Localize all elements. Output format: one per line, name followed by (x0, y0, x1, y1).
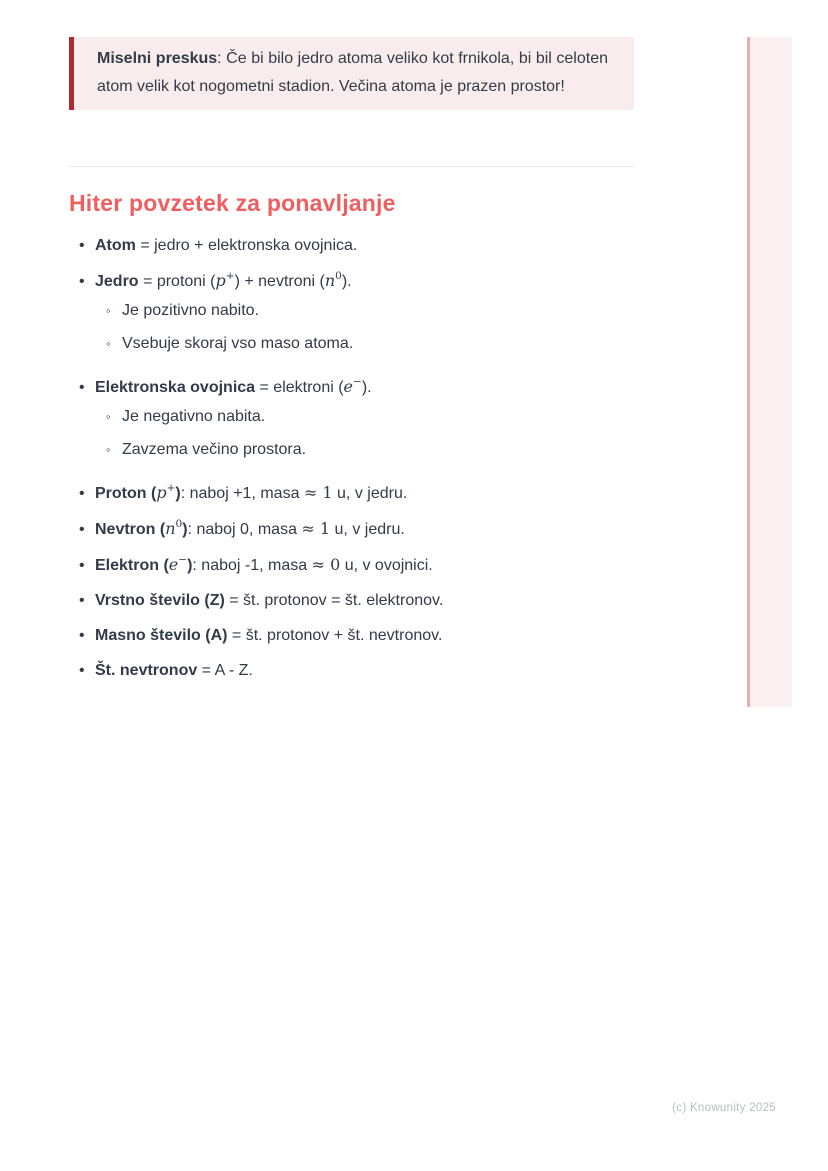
callout-text: : Če bi bilo jedro atoma veliko kot frnikola, bi bil celoten atom velik kot nogometni stadion. Večina atoma je prazen prostor! (97, 50, 609, 95)
section-divider (69, 166, 634, 167)
section-title: Hiter povzetek za ponavljanje (69, 190, 396, 216)
list-item-text: Št. nevtronov = A - Z. (95, 662, 253, 679)
bullet-icon: • (79, 557, 85, 574)
summary-list (69, 235, 634, 681)
list-item (69, 270, 634, 292)
list-item-text: Elektronska ovojnica = elektroni (e−). (95, 375, 372, 396)
list-item-text: Zavzema večino prostora. (122, 441, 307, 458)
callout-label: Miselni preskus (97, 50, 218, 67)
list-item (69, 406, 634, 427)
list-item-text: Jedro = protoni (p+) + nevtroni $(n^0)$. (95, 269, 352, 290)
list-item-text: Proton (p+): naboj +1, masa ≈ 1 u, v jedru. (95, 481, 408, 502)
list-item (69, 590, 634, 611)
list-item (69, 518, 634, 540)
sub-bullet-icon: ◦ (106, 442, 111, 457)
list-item (69, 554, 634, 576)
sub-bullet-icon: ◦ (106, 303, 111, 318)
list-item-text: Atom = jedro + elektronska ovojnica. (95, 237, 358, 254)
list-item (69, 482, 634, 504)
bullet-icon: • (79, 237, 85, 254)
list-item (69, 376, 634, 398)
copyright-footer: (c) Knowunity 2025 (672, 1102, 776, 1114)
list-item (69, 439, 634, 460)
list-item (69, 235, 634, 256)
list-item-text: Elektron (e−): naboj -1, masa ≈ 0 u, v ovojnici. (95, 553, 433, 574)
thought-experiment-callout (69, 37, 634, 110)
list-item (69, 300, 634, 321)
bullet-icon: • (79, 592, 85, 609)
list-item-text: Je negativno nabita. (122, 408, 266, 425)
list-item (69, 333, 634, 354)
bullet-icon: • (79, 485, 85, 502)
list-item (69, 660, 634, 681)
list-item-text: Masno število (A) = št. protonov + št. nevtronov. (95, 627, 443, 644)
bullet-icon: • (79, 627, 85, 644)
list-item-text: Nevtron $(n^0)$: naboj 0, masa ≈ 1 u, v jedru. (95, 517, 405, 538)
page-edge-strip (747, 37, 792, 707)
list-item (69, 625, 634, 646)
sub-bullet-icon: ◦ (106, 336, 111, 351)
bullet-icon: • (79, 379, 85, 396)
list-item-text: Je pozitivno nabito. (122, 302, 259, 319)
list-item-text: Vrstno število (Z) = št. protonov = št. elektronov. (95, 592, 444, 609)
bullet-icon: • (79, 273, 85, 290)
list-item-text: Vsebuje skoraj vso maso atoma. (122, 335, 354, 352)
bullet-icon: • (79, 521, 85, 538)
bullet-icon: • (79, 662, 85, 679)
sub-bullet-icon: ◦ (106, 409, 111, 424)
